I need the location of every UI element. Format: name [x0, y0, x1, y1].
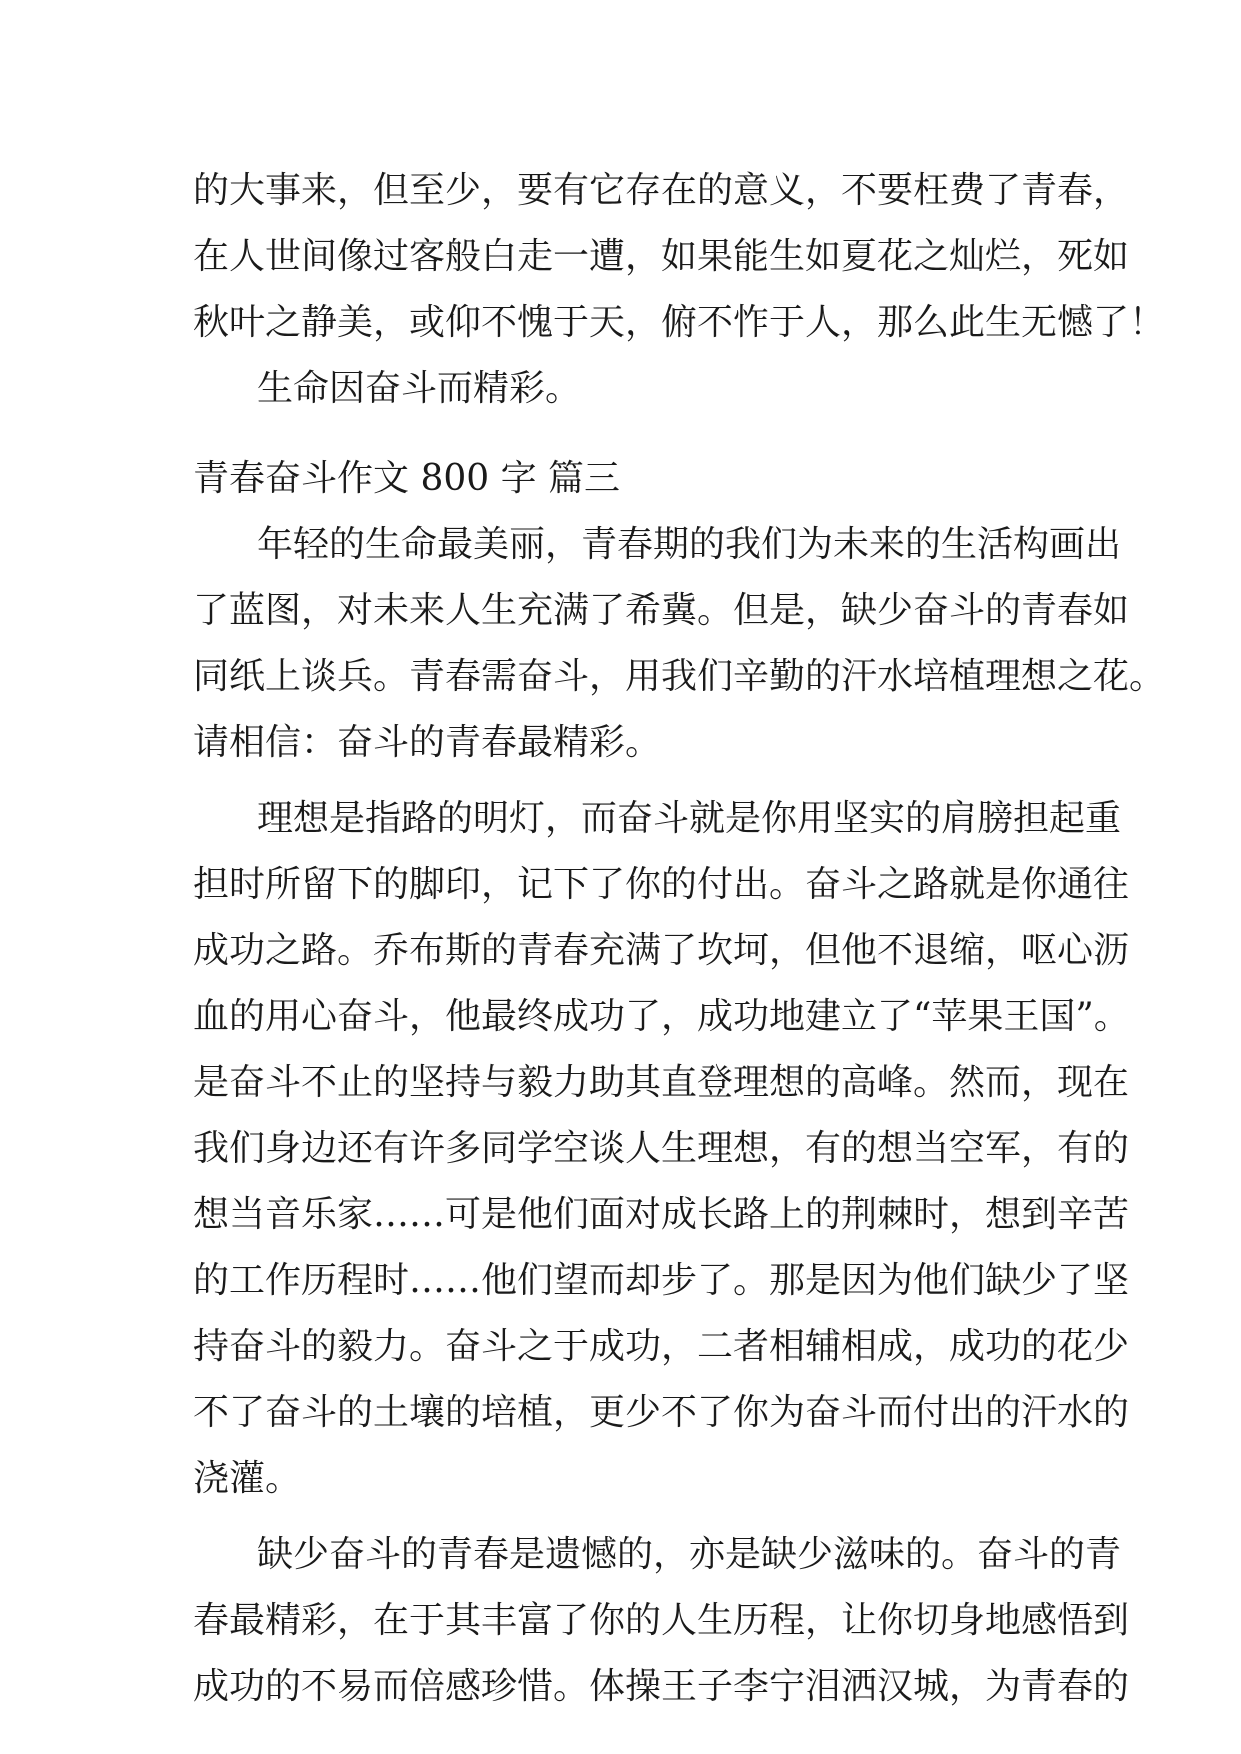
text-line: 春最精彩，在于其丰富了你的人生历程，让你切身地感悟到 — [193, 1600, 1130, 1641]
text-line: 浇灌。 — [193, 1458, 302, 1499]
text-line: 请相信：奋斗的青春最精彩。 — [193, 722, 662, 763]
text-line: 理想是指路的明灯，而奋斗就是你用坚实的肩膀担起重 — [257, 798, 1122, 839]
text-line: 年轻的生命最美丽，青春期的我们为未来的生活构画出 — [257, 524, 1122, 565]
text-line: 是奋斗不止的坚持与毅力助其直登理想的高峰。然而，现在 — [193, 1062, 1130, 1103]
text-line: 缺少奋斗的青春是遗憾的，亦是缺少滋味的。奋斗的青 — [257, 1534, 1122, 1575]
text-line: 成功的不易而倍感珍惜。体操王子李宁泪洒汉城，为青春的 — [193, 1666, 1130, 1707]
text-line: 了蓝图，对未来人生充满了希冀。但是，缺少奋斗的青春如 — [193, 590, 1130, 631]
text-line: 的工作历程时……他们望而却步了。那是因为他们缺少了坚 — [193, 1260, 1130, 1301]
text-line: 的大事来，但至少，要有它存在的意义，不要枉费了青春， — [193, 170, 1130, 211]
text-line: 持奋斗的毅力。奋斗之于成功，二者相辅相成，成功的花少 — [193, 1326, 1130, 1367]
text-line: 秋叶之静美，或仰不愧于天，俯不怍于人，那么此生无憾了！ — [193, 302, 1166, 343]
text-line: 担时所留下的脚印，记下了你的付出。奋斗之路就是你通往 — [193, 864, 1130, 905]
text-line: 血的用心奋斗，他最终成功了，成功地建立了“苹果王国”。 — [193, 996, 1130, 1037]
text-line: 我们身边还有许多同学空谈人生理想，有的想当空军，有的 — [193, 1128, 1130, 1169]
text-line: 成功之路。乔布斯的青春充满了坎坷，但他不退缩，呕心沥 — [193, 930, 1130, 971]
text-line: 同纸上谈兵。青春需奋斗，用我们辛勤的汗水培植理想之花。 — [193, 656, 1166, 697]
text-line: 在人世间像过客般白走一遭，如果能生如夏花之灿烂，死如 — [193, 236, 1130, 277]
section-heading: 青春奋斗作文 800 字 篇三 — [193, 458, 621, 499]
closing-line: 生命因奋斗而精彩。 — [257, 368, 582, 409]
text-line: 不了奋斗的土壤的培植，更少不了你为奋斗而付出的汗水的 — [193, 1392, 1130, 1433]
text-line: 想当音乐家……可是他们面对成长路上的荆棘时，想到辛苦 — [193, 1194, 1130, 1235]
